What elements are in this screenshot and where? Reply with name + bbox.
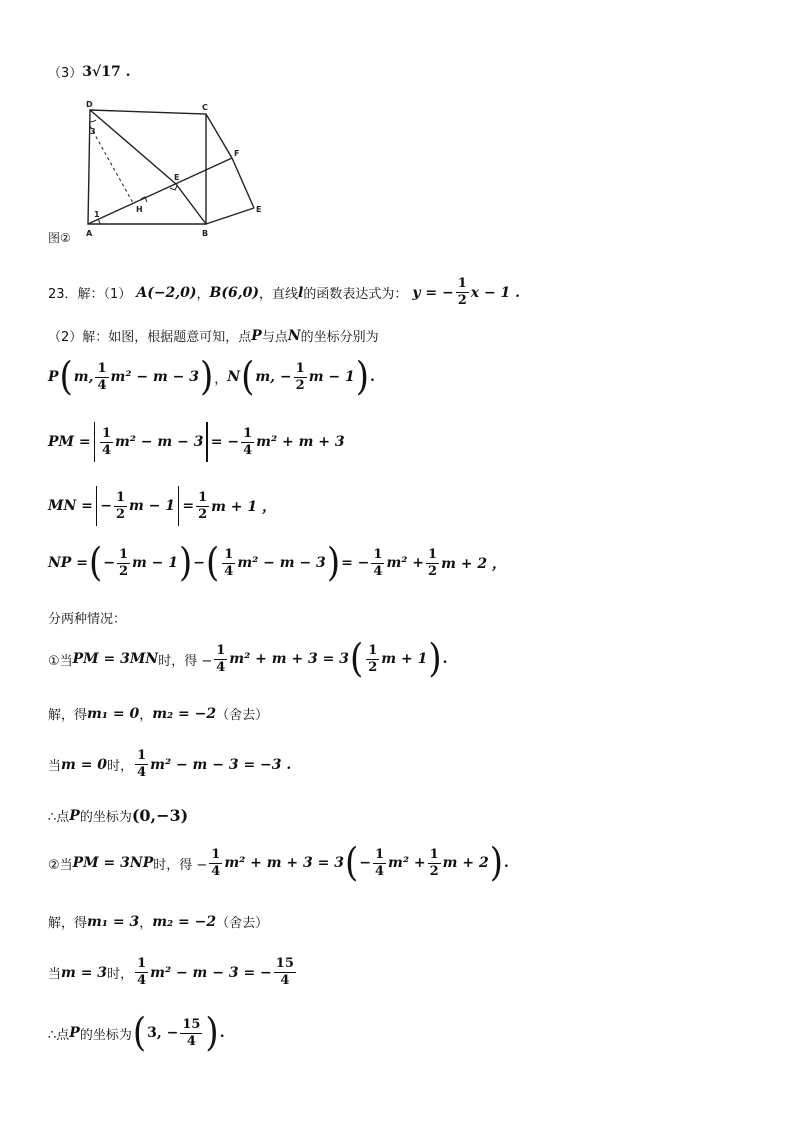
pm-lhs: PM = xyxy=(48,434,91,450)
case1-result: ∴点 P 的坐标为 (0,−3) xyxy=(48,806,189,825)
q23-part2-intro xyxy=(48,326,379,345)
pm-rhs: m² + m + 3 xyxy=(256,434,345,450)
segment-fe xyxy=(232,158,254,208)
case1-m2: m₂ = −2 xyxy=(152,705,217,722)
item-label: （3） xyxy=(48,66,83,81)
eq-rhs: x − 1 . xyxy=(470,284,521,301)
label-f: F xyxy=(234,149,240,158)
mn-inner: m − 1 xyxy=(128,498,176,514)
coord-p-a: m, xyxy=(73,369,94,385)
figure-caption: 图② xyxy=(48,231,71,245)
q23-intro: 23．解：（1） xyxy=(48,287,132,302)
answer-value: 3√17 . xyxy=(82,63,131,80)
angle-arc-d xyxy=(90,120,96,122)
angle-arc-a xyxy=(98,219,100,224)
np-line: NP = ( − $\frac{1}{2}$ m − 1 ) − ( $\frac{1}{4}$ m² − m − 3 ) = − $\frac{1}{4}$ m² + $\frac{1}{2}$ m + 2 ， xyxy=(48,540,506,586)
case1-when: 当 m = 0 时， $\frac{1}{4}$ m² − m − 3 = −3 . xyxy=(48,748,292,780)
np-lhs: NP = xyxy=(48,555,88,571)
case2-m2: m₂ = −2 xyxy=(152,913,217,930)
pm-inner: m² − m − 3 xyxy=(114,434,204,450)
segment-dh-dashed xyxy=(90,126,133,203)
line-text: ，直线 xyxy=(258,287,298,302)
label-a: A xyxy=(86,229,93,238)
line-text2: 的函数表达式为： xyxy=(303,287,408,302)
mn-line: MN = − $\frac{1}{2}$ m − 1 = $\frac{1}{2}$ m + 1 ， xyxy=(48,486,276,526)
label-d: D xyxy=(86,100,93,109)
coord-n-a: m, − xyxy=(255,369,292,385)
coord-p-b: m² − m − 3 xyxy=(110,369,199,385)
part2-intro-a: （2）解：如图，根据题意可知，点 xyxy=(48,330,252,345)
label-b: B xyxy=(202,229,209,238)
case2-solve: 解，得 m₁ = 3 ， m₂ = −2 （舍去） xyxy=(48,913,269,931)
geometry-figure xyxy=(48,96,278,248)
segment-cf xyxy=(206,114,232,158)
answer-line-3 xyxy=(48,62,130,81)
case2-coord-x: 3, − xyxy=(147,1025,179,1041)
case2-cond: PM = 3NP xyxy=(72,855,154,871)
line-l: l xyxy=(298,284,304,301)
label-e-inner: E xyxy=(174,173,180,182)
part2-p: P xyxy=(251,327,262,344)
mn-lhs: MN = xyxy=(48,498,93,514)
label-angle-3: 3 xyxy=(90,127,96,136)
case1-line: ①当 PM = 3MN 时，得 − $\frac{1}{4}$ m² + m + 3 = 3 ( $\frac{1}{2}$ m + 1 ) . xyxy=(48,636,448,682)
segment-de xyxy=(90,110,176,184)
case2-line: ②当 PM = 3NP 时，得 − $\frac{1}{4}$ m² + m + 3 = 3 ( − $\frac{1}{4}$ m² + $\frac{1}{2}$ m + 2 ) . xyxy=(48,840,509,886)
np-rhs: m + 2 ， xyxy=(441,556,506,572)
case2-result: ∴点 P 的坐标为 ( 3, − $\frac{15}{4}$ ) . xyxy=(48,1010,225,1056)
part2-intro-b: 与点 xyxy=(261,330,288,345)
q23-part1: 23．解：（1） A(−2,0) ， B(6,0) ，直线 l 的函数表达式为： y = − $\frac{1}{2}$ x − 1 . xyxy=(48,276,521,308)
eq-fraction: $\frac{1}{2}$ xyxy=(457,276,467,308)
point-b: B(6,0) xyxy=(209,284,259,301)
coords-line: P ( m, $\frac{1}{4}$ m² − m − 3 ) ， N ( m, − $\frac{1}{2}$ m − 1 ) . xyxy=(48,354,375,400)
case2-m1: m₁ = 3 xyxy=(87,913,140,930)
coord-n-b: m − 1 xyxy=(308,369,355,385)
label-h: H xyxy=(136,205,143,214)
case2-when: 当 m = 3 时， $\frac{1}{4}$ m² − m − 3 = − $\frac{15}{4}$ xyxy=(48,956,294,988)
pm-line: PM = $\frac{1}{4}$ m² − m − 3 = − $\frac{1}{4}$ m² + m + 3 xyxy=(48,422,345,462)
cases-title: 分两种情况： xyxy=(48,612,127,627)
label-e: E xyxy=(256,205,262,214)
mn-rhs: m + 1 ， xyxy=(211,499,277,515)
eq-lhs: y = − xyxy=(412,284,454,301)
coord-p-label: P xyxy=(48,369,59,385)
label-c: C xyxy=(202,103,208,112)
case1-cond: PM = 3MN xyxy=(72,651,159,667)
case1-coord: (0,−3) xyxy=(131,806,189,825)
coord-n-label: N xyxy=(227,369,241,385)
part2-n: N xyxy=(287,327,301,344)
square-abcd xyxy=(88,110,206,224)
segment-be xyxy=(206,208,254,224)
point-a: A(−2,0) xyxy=(136,284,197,301)
segment-eb xyxy=(176,184,206,224)
segment-af xyxy=(88,158,232,224)
part2-intro-c: 的坐标分别为 xyxy=(300,330,379,345)
case1-solve: 解，得 m₁ = 0 ， m₂ = −2 （舍去） xyxy=(48,705,269,723)
pm-eq: = − xyxy=(210,434,240,450)
label-angle-1: 1 xyxy=(94,210,100,219)
case1-m1: m₁ = 0 xyxy=(87,705,140,722)
